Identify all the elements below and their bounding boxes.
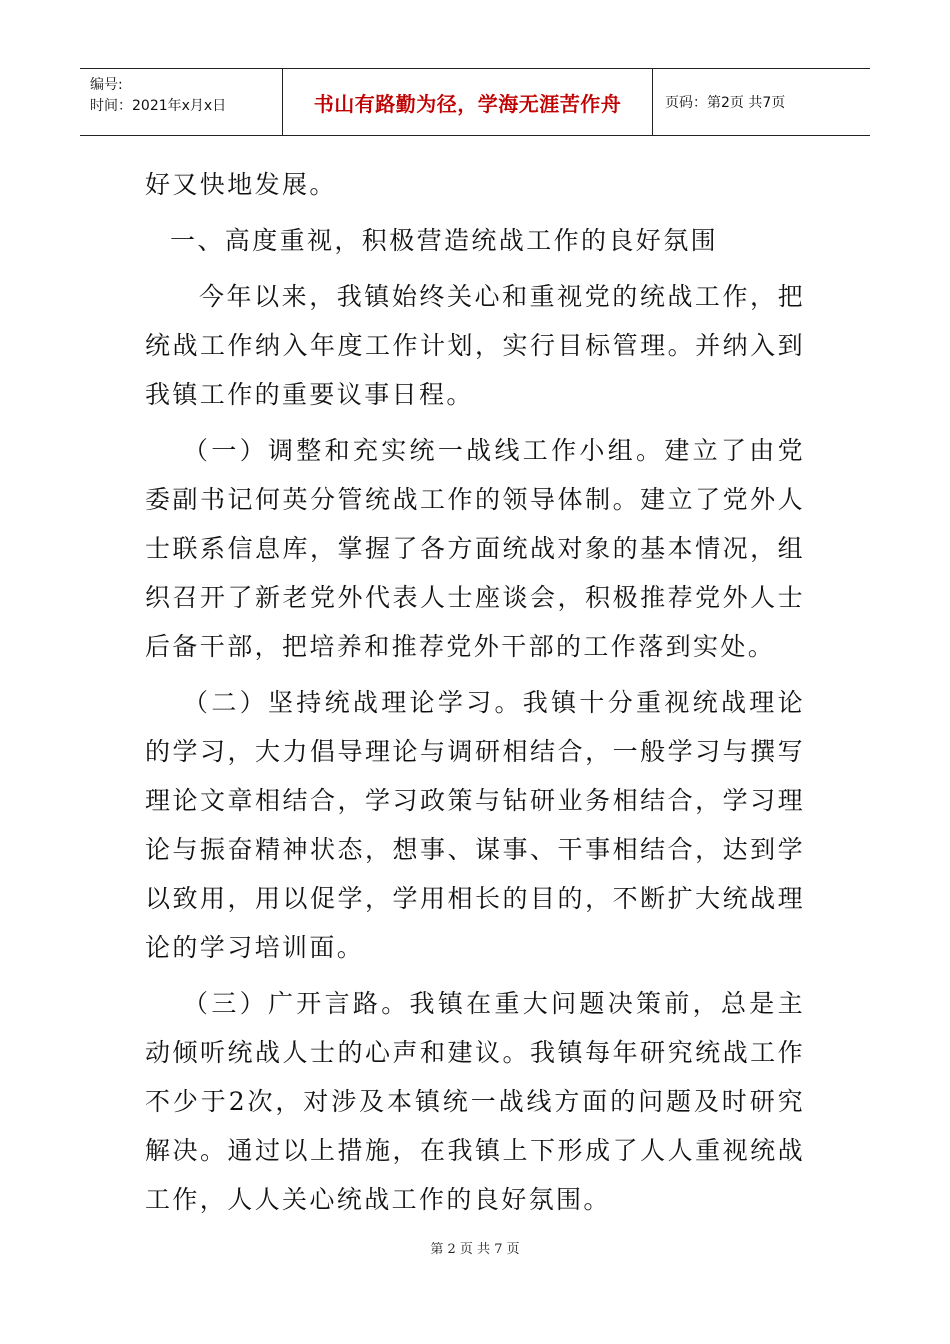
page-footer: 第 2 页 共 7 页 bbox=[430, 1242, 520, 1257]
header-page-info: 页码：第2页 共7页 bbox=[665, 95, 786, 111]
paragraph-item-2: （二）坚持统战理论学习。我镇十分重视统战理论的学习，大力倡导理论与调研相结合，一般学习与撰写理论文章相结合，学习政策与钻研业务相结合，学习理论与振奋精神状态，想事、谋事、干事相结合，达到学以致用，用以促学，学用相长的目的，不断扩大统战理论的学习培训面。 bbox=[145, 688, 805, 962]
paragraph-continuation: 好又快地发展。 bbox=[145, 170, 337, 199]
page-header bbox=[80, 68, 870, 136]
document-number-label: 编号: bbox=[90, 77, 123, 93]
document-time-label: 时间：2021年x月x日 bbox=[90, 98, 227, 114]
paragraph-item-1: （一）调整和充实统一战线工作小组。建立了由党委副书记何英分管统战工作的领导体制。建立了党外人士联系信息库，掌握了各方面统战对象的基本情况，组织召开了新老党外代表人士座谈会，积极推荐党外人士后备干部，把培养和推荐党外干部的工作落到实处。 bbox=[145, 436, 805, 661]
paragraph-item-3: （三）广开言路。我镇在重大问题决策前，总是主动倾听统战人士的心声和建议。我镇每年研究统战工作不少于2次，对涉及本镇统一战线方面的问题及时研究解决。通过以上措施，在我镇上下形成了人人重视统战工作，人人关心统战工作的良好氛围。 bbox=[145, 989, 805, 1214]
header-motto: 书山有路勤为径，学海无涯苦作舟 bbox=[283, 69, 653, 135]
header-meta bbox=[80, 69, 283, 135]
paragraph-intro: 今年以来，我镇始终关心和重视党的统战工作，把统战工作纳入年度工作计划，实行目标管理。并纳入到我镇工作的重要议事日程。 bbox=[145, 282, 805, 409]
section-heading: 一、高度重视，积极营造统战工作的良好氛围 bbox=[170, 226, 719, 255]
document-body bbox=[145, 160, 805, 1231]
